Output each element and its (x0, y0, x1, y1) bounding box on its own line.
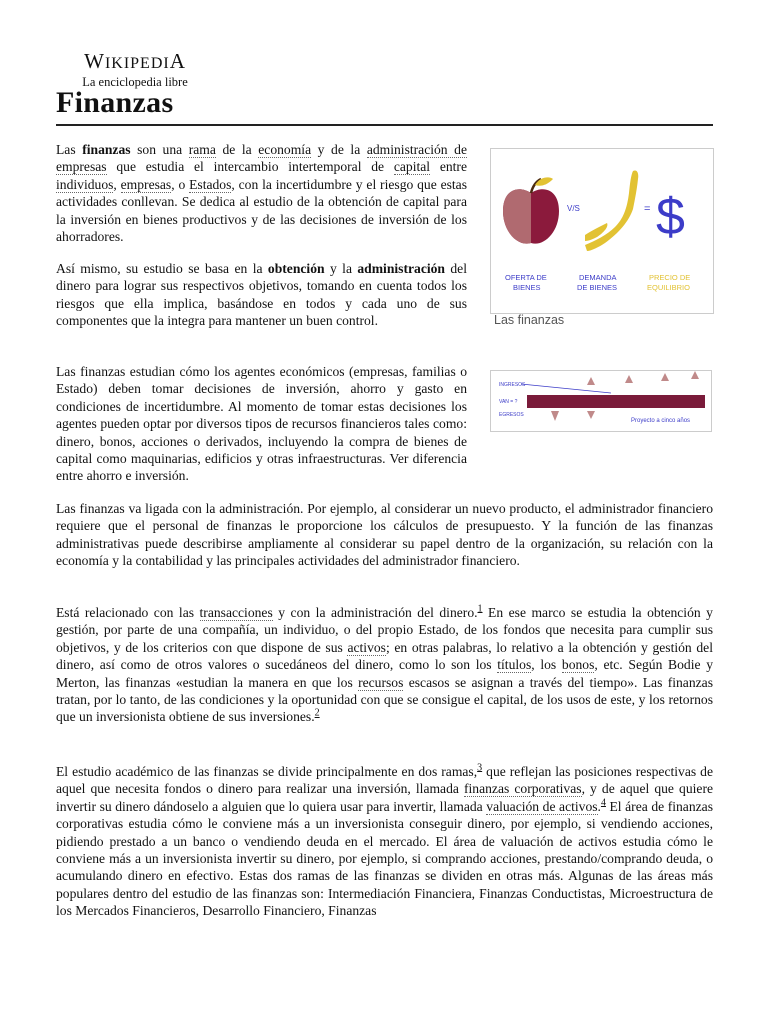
link-estados[interactable]: Estados (189, 176, 232, 192)
figure-caption: Las finanzas (494, 313, 565, 327)
paragraph-transacciones: Está relacionado con las transacciones y con la administración del dinero.$^1$ En ese marco se estudia la obtención y gestión, por parte de una compañía, un individuo, o del propio Estado, de los fondos que necesita para cumplir sus objetivos, y de los criterios con que dispone de sus activos; en otras palabras, lo relativo a la obtención y gestión del dinero, así como de otros valores o sucedáneos del dinero, como lo son los títulos, los bonos, etc. Según Bodie y Merton, las finanzas «estudian la manera en que los recursos escasos se asignan a través del tiempo». Las finanzas tratan, por lo tanto, de las condiciones y la oportunidad con que se consigue el capital, de los usos de este, y los retornos que un inversionista obtiene de sus inversiones.$^2$ (56, 603, 714, 725)
link-activos[interactable]: activos (347, 639, 386, 655)
link-bonos[interactable]: bonos (561, 657, 595, 673)
hand-icon (585, 170, 638, 251)
svg-text:=: = (644, 203, 651, 215)
svg-text:VAN = ?: VAN = ? (499, 399, 518, 405)
svg-text:INGRESOS: INGRESOS (499, 382, 526, 388)
svg-text:Proyecto a cinco años: Proyecto a cinco años (631, 418, 691, 424)
ref-3[interactable]: 3 (477, 762, 483, 774)
wikipedia-logo[interactable] (76, 50, 194, 89)
svg-text:BIENES: BIENES (513, 283, 541, 292)
figure-cashflow[interactable] (490, 370, 712, 432)
link-recursos[interactable]: recursos (358, 674, 404, 690)
paragraph-administracion: Las finanzas va ligada con la administración. Por ejemplo, al considerar un nuevo producto, el administrador financiero requiere que el personal de finanzas le proporcione los cálculos de presupuesto. Y la función de las finanzas administrativas puede describirse ampliamente al considerar su papel dentro de la organización, su relación con la economía y la contabilidad y las principales actividades del administrador financiero. (56, 501, 713, 569)
link-titulos[interactable]: títulos (497, 657, 532, 673)
ref-4[interactable]: 4 (600, 797, 606, 809)
svg-text:EQUILIBRIO: EQUILIBRIO (647, 283, 690, 292)
ref-1[interactable]: 1 (477, 603, 483, 615)
figure-finanzas[interactable] (490, 148, 714, 314)
ref-2[interactable]: 2 (314, 707, 320, 719)
dollar-icon: $ (656, 188, 685, 246)
svg-text:EGRESOS: EGRESOS (499, 412, 524, 418)
svg-text:OFERTA DE: OFERTA DE (505, 273, 547, 282)
link-economia[interactable]: economía (258, 142, 312, 157)
link-individuos[interactable]: individuos (56, 176, 114, 192)
title-rule (56, 124, 713, 126)
svg-text:PRECIO DE: PRECIO DE (649, 273, 691, 282)
link-capital[interactable]: capital (393, 159, 431, 175)
paragraph-ramas: El estudio académico de las finanzas se divide principalmente en dos ramas,$^3$ que reflejan las posiciones respectivas de aquel que necesita fondos o dinero para realizar una inversión, llamada finanzas corporativas, y de aquel que quiere invertir su dinero dándoselo a alguien que lo quiera usar para invertir, llamada valuación de activos.$^4$ El área de finanzas corporativas estudia cómo le conviene más a un inversionista conseguir dinero, por ejemplo, si vendiendo acciones, pidiendo prestado a un banco o vendiendo deuda en el mercado. El área de valuación de activos estudia cómo le conviene más a un inversionista invertir su dinero, por ejemplo, si comprando acciones, prestando/comprando deuda, o acumulando dinero en efectivo. Estas dos ramas de las finanzas se dividen en otras más. Algunas de las áreas más populares dentro del estudio de las finanzas son: Intermediación Financiera, Finanzas Conductistas, Microestructura de los Mercados Financieros, Desarrollo Financiero, Finanzas (56, 762, 714, 919)
link-transacciones[interactable]: transacciones (199, 605, 273, 620)
svg-text:V/S: V/S (567, 204, 580, 213)
page-title: Finanzas (56, 86, 174, 119)
svg-text:DE BIENES: DE BIENES (577, 283, 618, 292)
link-administracion-de-empresas[interactable]: administración de empresas (56, 142, 467, 175)
svg-text:DEMANDA: DEMANDA (579, 273, 617, 282)
paragraph-intro: Las finanzas son una rama de la economía y de la administración de empresas que estudia el intercambio intertemporal de capital entre individuos, empresas, o Estados, con la incertidumbre y el riesgo que estas actividades conllevan. Se dedica al estudio de la obtención de capital para la inversión en bienes productivos y de las decisiones de inversión de los ahorradores. (56, 142, 467, 245)
link-finanzas-corporativas[interactable]: finanzas corporativas (464, 781, 582, 797)
link-empresas[interactable]: empresas (120, 176, 172, 192)
link-valuacion-de-activos[interactable]: valuación de activos (486, 798, 598, 814)
paragraph-agentes: Las finanzas estudian cómo los agentes económicos (empresas, familias o Estado) deben tomar decisiones de inversión, ahorro y gasto en condiciones de incertidumbre. Al momento de tomar estas decisiones los agentes pueden optar por diversos tipos de recursos financieros tales como: dinero, bonos, acciones o derivados, incluyendo la compra de bienes de capital como maquinarias, edificios y otras infraestructuras. Ver diferencia entre ahorro e inversión. (56, 364, 467, 484)
apple-icon (503, 177, 559, 243)
cashflow-diagram (491, 371, 711, 431)
logo-tagline: La enciclopedia libre (82, 75, 188, 89)
finanzas-illustration (491, 149, 713, 313)
link-rama[interactable]: rama (188, 142, 216, 157)
logo-wordmark: WIKIPEDIA (84, 49, 186, 73)
paragraph-obtencion: Así mismo, su estudio se basa en la obtención y la administración del dinero para lograr sus respectivos objetivos, tomando en cuenta todos los riesgos que ella implica, basándose en todos y cada uno de sus componentes que la integra para mantener un buen control. (56, 261, 467, 329)
